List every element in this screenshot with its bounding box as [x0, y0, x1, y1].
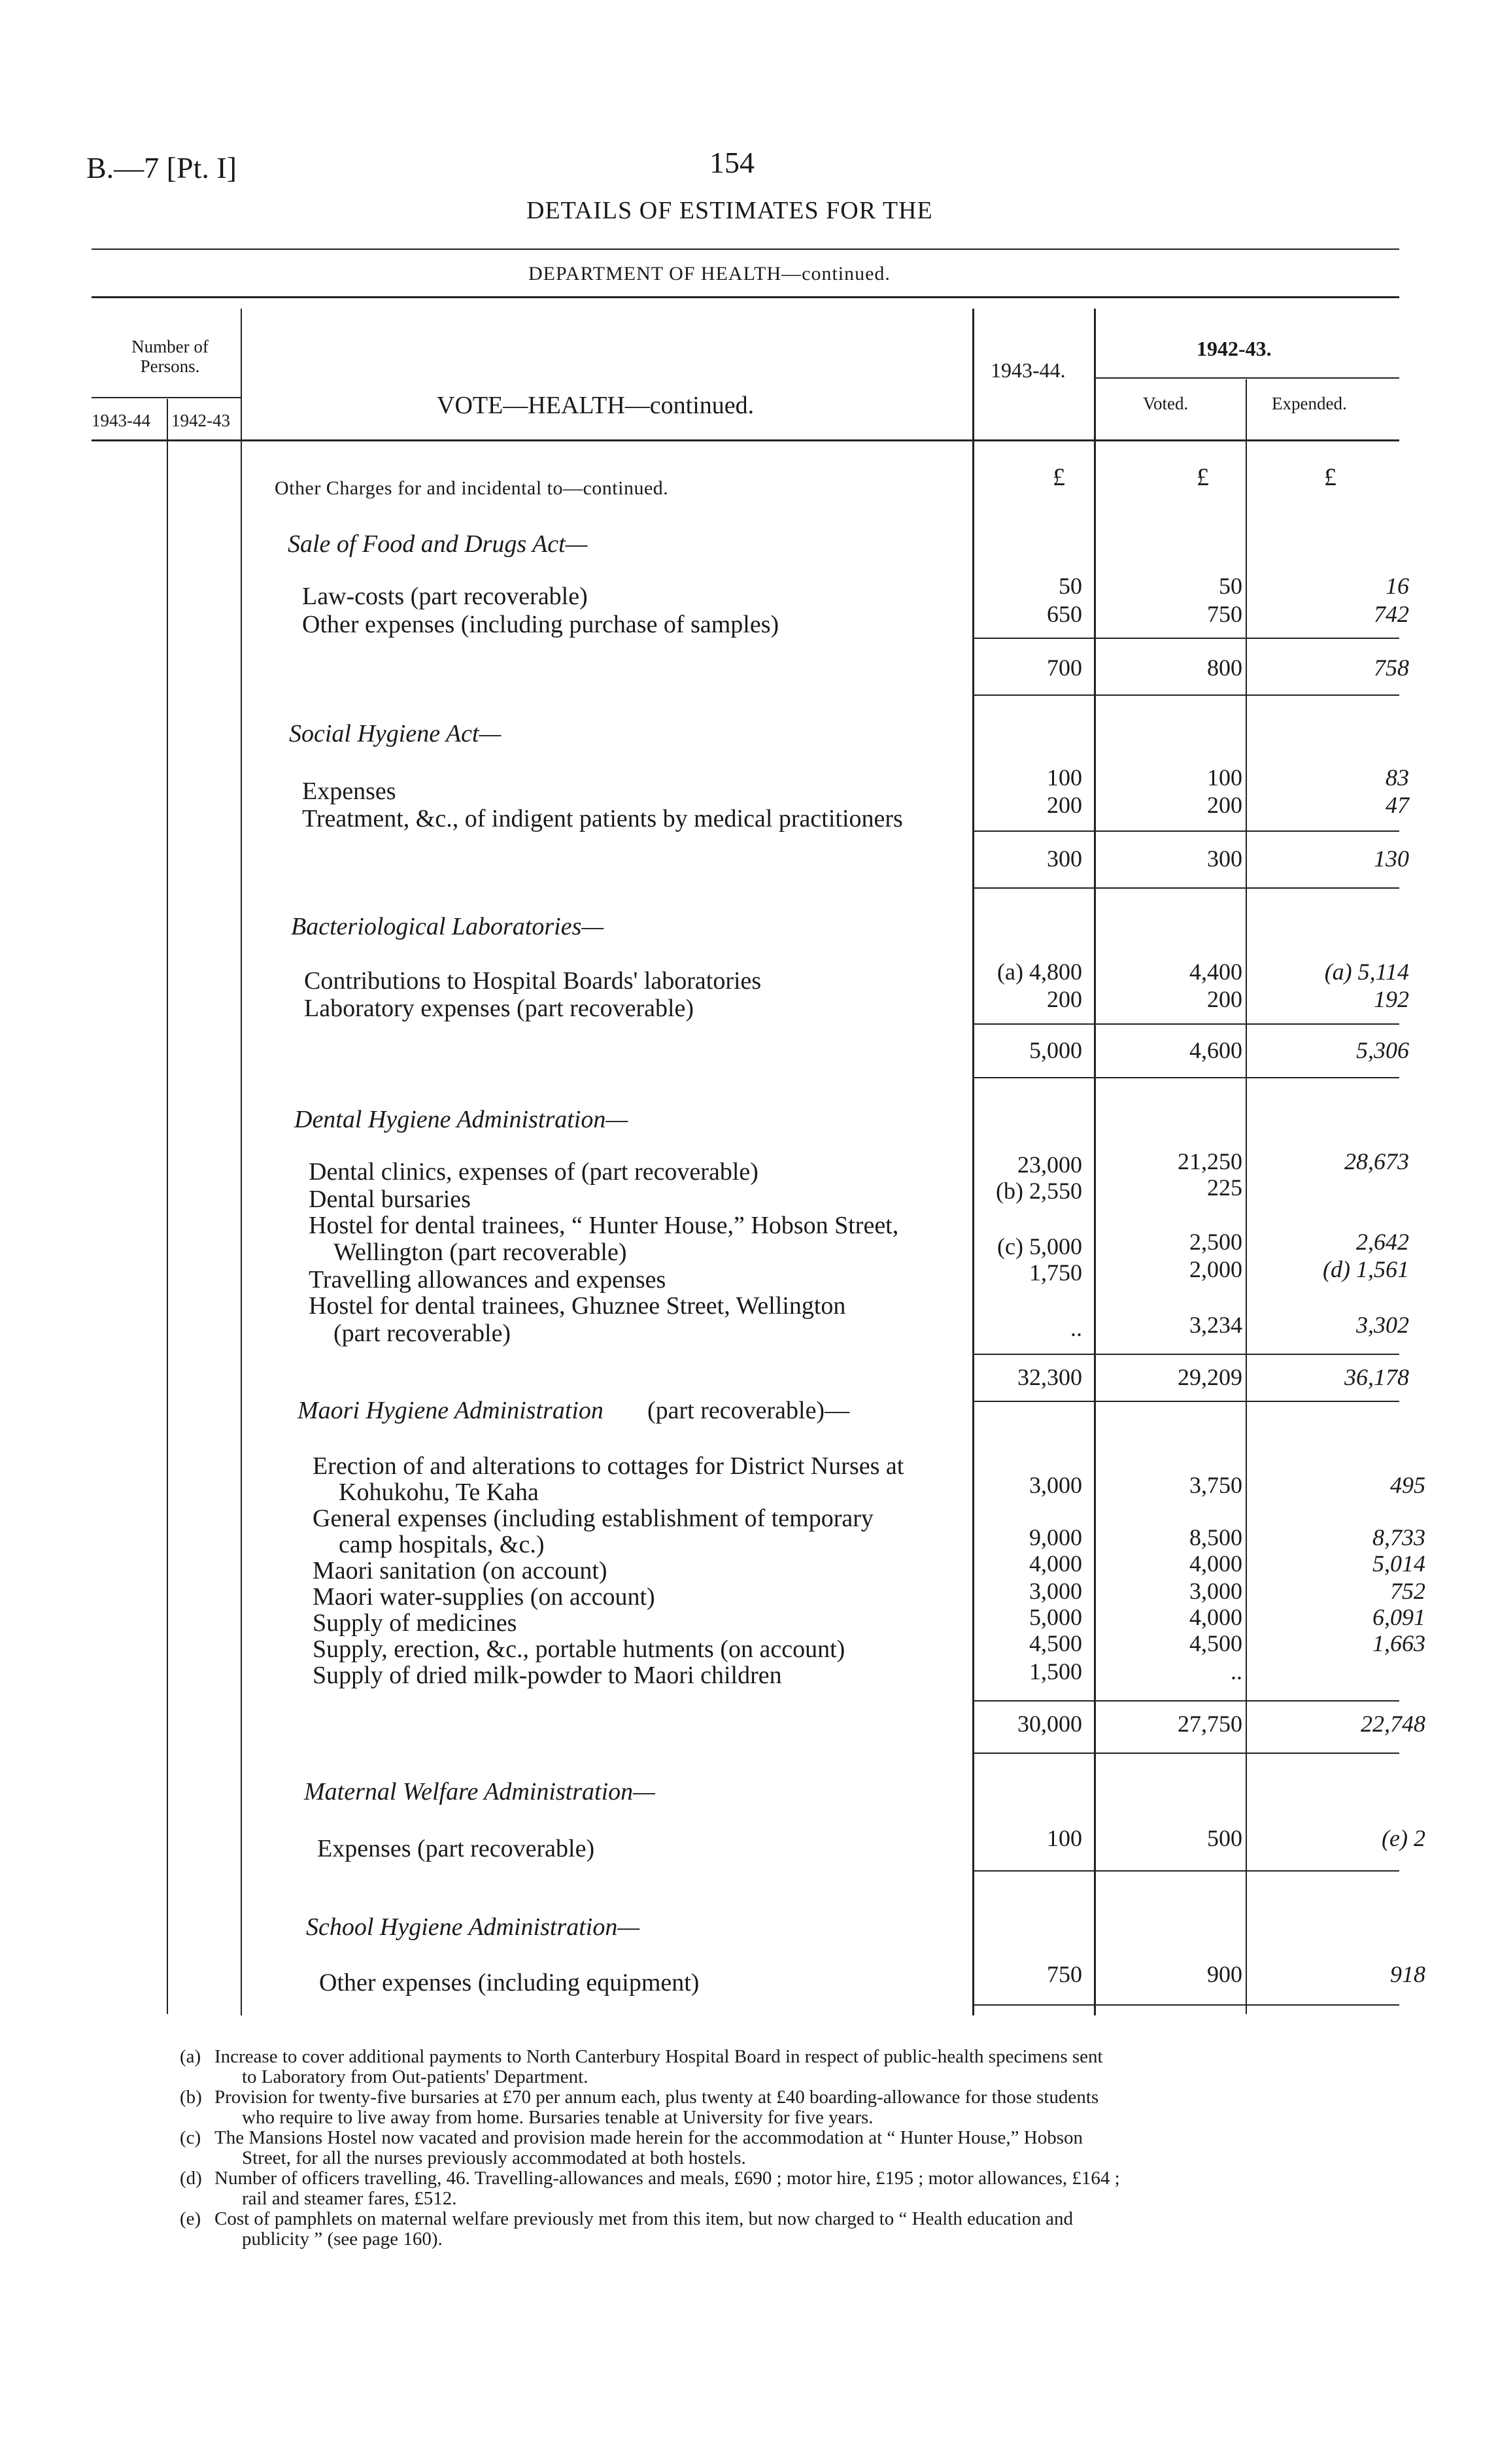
dental-row-label: Hostel for dental trainees, “ Hunter House,” Hobson Street, — [309, 1212, 899, 1239]
school-row-1943: 750 — [1047, 1961, 1082, 1987]
social-row-1943: 100 — [1047, 764, 1082, 791]
dental-row-voted: 21,250 — [1178, 1148, 1242, 1174]
maori-row-label-continued: camp hospitals, &c.) — [339, 1531, 545, 1558]
dental-total-voted: 29,209 — [1178, 1364, 1242, 1390]
footnote-text: Provision for twenty-five bursaries at £70 per annum each, plus twenty at £40 boarding-allowance for those students — [214, 2087, 1099, 2108]
persons-column-right-rule — [241, 309, 242, 2015]
maori-row-1943: 4,500 — [1029, 1630, 1082, 1656]
maori-row-1943: 1,500 — [1029, 1658, 1082, 1685]
maori-row-expended: 1,663 — [1372, 1630, 1425, 1656]
bact-section-rule — [974, 1077, 1399, 1078]
dental-section-rule — [974, 1401, 1399, 1402]
maori-row-voted: 8,500 — [1189, 1524, 1242, 1550]
maori-row-1943: 3,000 — [1029, 1578, 1082, 1604]
food-row-expended: 742 — [1374, 601, 1409, 627]
footnote-text-continued: Street, for all the nurses previously accommodated at both hostels. — [242, 2147, 746, 2168]
food-total-rule — [974, 638, 1399, 639]
dental-row-voted: 3,234 — [1189, 1312, 1242, 1338]
document-reference: B.—7 [Pt. I] — [86, 151, 237, 184]
dental-row-voted: 2,500 — [1189, 1229, 1242, 1255]
table-bottom-rule — [974, 2004, 1399, 2006]
bact-total-voted: 4,600 — [1189, 1037, 1242, 1063]
maternal-row-expended: (e) 2 — [1382, 1825, 1425, 1851]
food-row-label: Law-costs (part recoverable) — [302, 583, 588, 610]
maori-row-1943: 9,000 — [1029, 1524, 1082, 1550]
social-row-expended: 47 — [1386, 792, 1409, 818]
currency-voted: £ — [1197, 464, 1209, 491]
currency-1943: £ — [1053, 464, 1065, 491]
persons-divider — [167, 399, 168, 2014]
social-section-rule — [974, 887, 1399, 889]
maori-total-expended: 22,748 — [1361, 1711, 1425, 1737]
food-row-1943: 650 — [1047, 601, 1082, 627]
maori-row-label: General expenses (including establishment of temporary — [313, 1505, 874, 1532]
maori-row-voted: 4,000 — [1189, 1550, 1242, 1577]
social-row-label: Expenses — [302, 778, 396, 805]
food-total-1943: 700 — [1047, 655, 1082, 681]
maori-row-voted: 4,500 — [1189, 1630, 1242, 1656]
food-section-rule — [974, 694, 1399, 696]
dental-row-voted: 2,000 — [1189, 1256, 1242, 1282]
maori-row-expended: 5,014 — [1372, 1550, 1425, 1577]
school-row-voted: 900 — [1207, 1961, 1242, 1987]
maori-row-voted: 3,750 — [1189, 1472, 1242, 1498]
section-bact-title: Bacteriological Laboratories— — [291, 913, 604, 940]
dental-row-1943: 1,750 — [1029, 1259, 1082, 1286]
school-row-expended: 918 — [1390, 1961, 1425, 1987]
food-row-1943: 50 — [1059, 573, 1082, 599]
footnote-mark: (b) — [180, 2087, 202, 2108]
section-maori-title-suffix: (part recoverable)— — [647, 1397, 850, 1424]
footnote-text: Increase to cover additional payments to North Canterbury Hospital Board in respect of public-health specimens sent — [214, 2046, 1103, 2067]
bact-row-voted: 4,400 — [1189, 959, 1242, 985]
section-food-title: Sale of Food and Drugs Act— — [288, 530, 588, 558]
persons-header: Number of Persons. — [131, 337, 209, 376]
maori-row-1943: 4,000 — [1029, 1550, 1082, 1577]
section-school-title: School Hygiene Administration— — [306, 1913, 640, 1941]
bact-total-expended: 5,306 — [1356, 1037, 1409, 1063]
maori-row-expended: 495 — [1390, 1472, 1425, 1498]
footnote-text-continued: to Laboratory from Out-patients' Department. — [242, 2066, 588, 2087]
dental-row-expended: 2,642 — [1356, 1229, 1409, 1255]
food-row-label: Other expenses (including purchase of samples) — [302, 611, 779, 638]
footnote-text-continued: who require to live away from home. Bursaries tenable at University for five years. — [242, 2107, 874, 2128]
maori-total-1943: 30,000 — [1017, 1711, 1082, 1737]
currency-expended: £ — [1324, 464, 1336, 491]
social-row-label: Treatment, &c., of indigent patients by medical practitioners — [302, 805, 903, 832]
food-total-expended: 758 — [1374, 655, 1409, 681]
dental-total-expended: 36,178 — [1344, 1364, 1409, 1390]
footnote-mark: (d) — [180, 2168, 202, 2189]
page-title: DETAILS OF ESTIMATES FOR THE — [526, 197, 933, 224]
dental-row-expended: 28,673 — [1344, 1148, 1409, 1174]
maternal-row-voted: 500 — [1207, 1825, 1242, 1851]
maori-row-label: Maori water-supplies (on account) — [313, 1583, 655, 1611]
maori-row-voted: .. — [1231, 1658, 1242, 1685]
section-maternal-title: Maternal Welfare Administration— — [304, 1778, 655, 1805]
maternal-row-1943: 100 — [1047, 1825, 1082, 1851]
social-total-expended: 130 — [1374, 846, 1409, 872]
dental-row-label: Hostel for dental trainees, Ghuznee Street, Wellington — [309, 1292, 846, 1320]
food-row-expended: 16 — [1386, 573, 1409, 599]
maternal-section-rule — [974, 1870, 1399, 1872]
dental-row-label: Travelling allowances and expenses — [309, 1266, 666, 1293]
col-header-expended: Expended. — [1272, 394, 1347, 413]
dental-row-voted: 225 — [1207, 1174, 1242, 1201]
bact-row-expended: 192 — [1374, 986, 1409, 1012]
maori-section-rule — [974, 1753, 1399, 1754]
maori-row-voted: 4,000 — [1189, 1604, 1242, 1630]
bact-row-voted: 200 — [1207, 986, 1242, 1012]
section-dental-title: Dental Hygiene Administration— — [294, 1106, 628, 1133]
maori-row-label-continued: Kohukohu, Te Kaha — [339, 1479, 539, 1506]
vote-heading: VOTE—HEALTH—continued. — [437, 392, 755, 419]
dental-row-1943: (b) 2,550 — [996, 1178, 1082, 1204]
footnote-mark: (c) — [180, 2127, 201, 2148]
maternal-row-label: Expenses (part recoverable) — [317, 1835, 595, 1862]
bact-total-rule — [974, 1023, 1399, 1025]
social-row-voted: 200 — [1207, 792, 1242, 818]
dental-row-expended: 3,302 — [1356, 1312, 1409, 1338]
social-total-rule — [974, 830, 1399, 832]
dental-row-1943: (c) 5,000 — [997, 1233, 1082, 1259]
maori-row-1943: 3,000 — [1029, 1472, 1082, 1498]
section-social-title: Social Hygiene Act— — [289, 720, 502, 747]
dental-row-label-continued: Wellington (part recoverable) — [333, 1239, 627, 1266]
dental-row-label: Dental bursaries — [309, 1186, 471, 1213]
col-header-voted: Voted. — [1143, 394, 1189, 413]
footnote-mark: (a) — [180, 2046, 201, 2067]
header-top-rule — [92, 296, 1399, 298]
social-row-voted: 100 — [1207, 764, 1242, 791]
social-row-1943: 200 — [1047, 792, 1082, 818]
maori-row-label: Supply, erection, &c., portable hutments (on account) — [313, 1635, 845, 1663]
bact-row-label: Laboratory expenses (part recoverable) — [304, 995, 694, 1022]
other-charges-heading: Other Charges for and incidental to—continued. — [275, 477, 669, 499]
bact-total-1943: 5,000 — [1029, 1037, 1082, 1063]
col-header-rule — [1095, 377, 1399, 379]
social-total-voted: 300 — [1207, 846, 1242, 872]
school-row-label: Other expenses (including equipment) — [319, 1969, 700, 1996]
maori-row-expended: 6,091 — [1372, 1604, 1425, 1630]
bact-row-label: Contributions to Hospital Boards' laboratories — [304, 967, 762, 995]
maori-row-1943: 5,000 — [1029, 1604, 1082, 1630]
dental-row-1943: .. — [1070, 1315, 1082, 1341]
title-rule — [92, 248, 1399, 250]
bact-row-expended: (a) 5,114 — [1324, 959, 1409, 985]
col-header-1943: 1943-44. — [991, 358, 1066, 382]
dental-row-label: Dental clinics, expenses of (part recoverable) — [309, 1158, 758, 1186]
maori-row-voted: 3,000 — [1189, 1578, 1242, 1604]
maori-total-voted: 27,750 — [1178, 1711, 1242, 1737]
maori-total-rule — [974, 1700, 1399, 1702]
maori-row-label: Maori sanitation (on account) — [313, 1557, 607, 1584]
dental-total-1943: 32,300 — [1017, 1364, 1082, 1390]
col-header-1942: 1942-43. — [1197, 337, 1272, 360]
maori-row-label: Supply of medicines — [313, 1609, 517, 1637]
footnote-text-continued: rail and steamer fares, £512. — [242, 2188, 457, 2209]
maori-row-expended: 8,733 — [1372, 1524, 1425, 1550]
dental-row-expended: (d) 1,561 — [1323, 1256, 1409, 1282]
persons-col-1943: 1943-44 — [92, 411, 150, 430]
section-maori-title: Maori Hygiene Administration — [298, 1397, 604, 1424]
dental-row-1943: 23,000 — [1017, 1152, 1082, 1178]
maori-row-expended: 752 — [1390, 1578, 1425, 1604]
social-total-1943: 300 — [1047, 846, 1082, 872]
food-row-voted: 750 — [1207, 601, 1242, 627]
header-bottom-rule — [92, 439, 1399, 441]
footnote-text: Cost of pamphlets on maternal welfare previously met from this item, but now charged to “ Health education and — [214, 2208, 1073, 2229]
page-number: 154 — [709, 146, 755, 179]
food-row-voted: 50 — [1219, 573, 1242, 599]
bact-row-1943: 200 — [1047, 986, 1082, 1012]
footnote-text: Number of officers travelling, 46. Travelling-allowances and meals, £690 ; motor hire, £195 ; motor allowances, £164 ; — [214, 2168, 1120, 2189]
maori-row-label: Erection of and alterations to cottages for District Nurses at — [313, 1452, 904, 1480]
footnote-text-continued: publicity ” (see page 160). — [242, 2229, 443, 2250]
food-total-voted: 800 — [1207, 655, 1242, 681]
footnote-mark: (e) — [180, 2208, 201, 2229]
dental-row-label-continued: (part recoverable) — [333, 1320, 511, 1347]
persons-col-1942: 1942-43 — [171, 411, 230, 430]
page-subtitle: DEPARTMENT OF HEALTH—continued. — [528, 263, 891, 284]
footnote-text: The Mansions Hostel now vacated and provision made herein for the accommodation at “ Hunter House,” Hobson — [214, 2127, 1083, 2148]
persons-header-rule — [92, 397, 242, 398]
dental-total-rule — [974, 1354, 1399, 1355]
maori-row-label: Supply of dried milk-powder to Maori children — [313, 1662, 782, 1689]
bact-row-1943: (a) 4,800 — [997, 959, 1082, 985]
social-row-expended: 83 — [1386, 764, 1409, 791]
